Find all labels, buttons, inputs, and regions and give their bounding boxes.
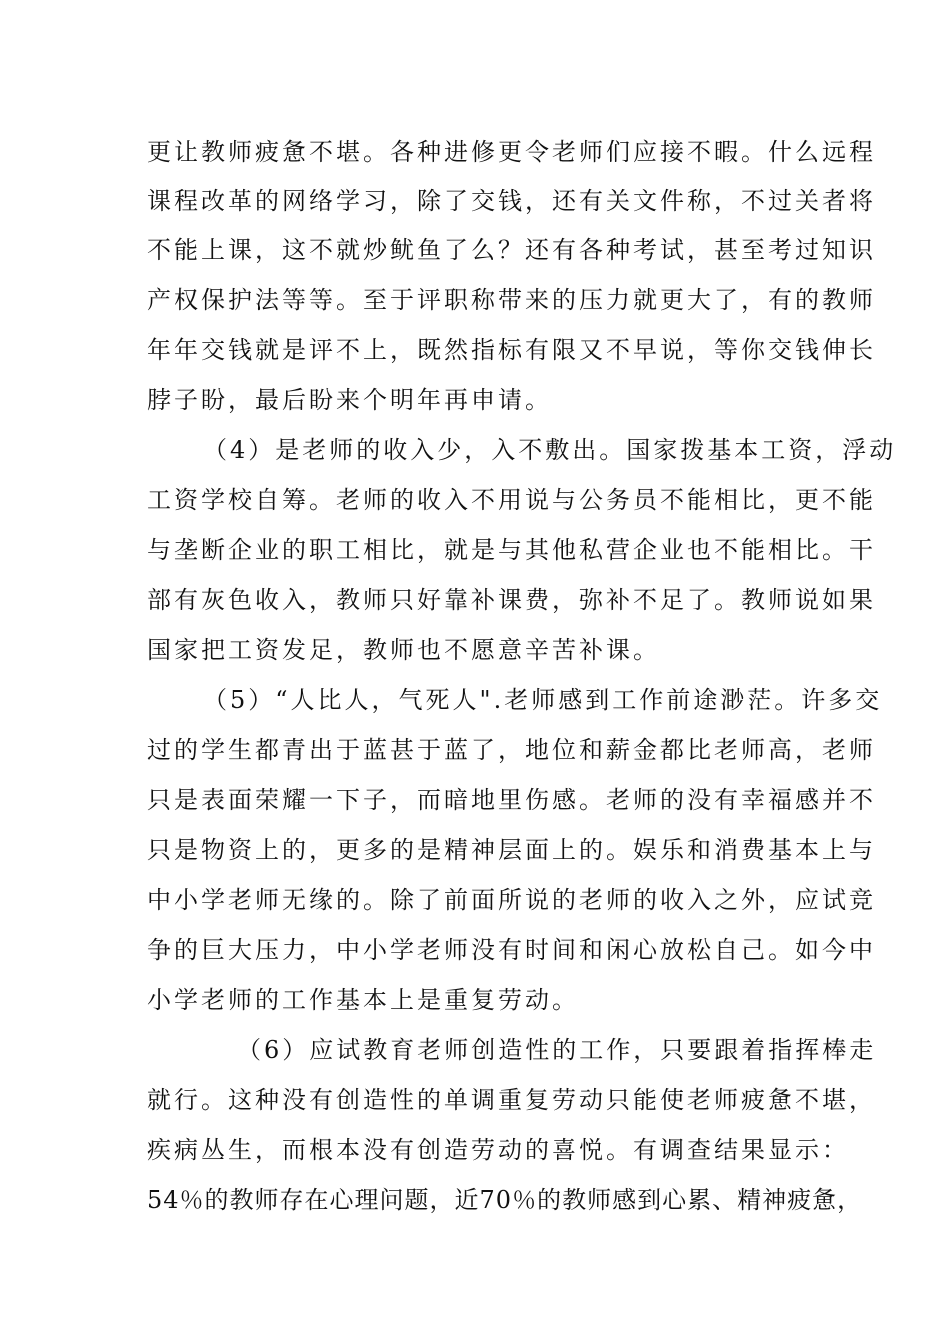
text-line: 只是表面荣耀一下子，而暗地里伤感。老师的没有幸福感并不 bbox=[147, 786, 876, 814]
text-line: 就行。这种没有创造性的单调重复劳动只能使老师疲惫不堪， bbox=[147, 1086, 876, 1114]
paragraph-6-first-line: （6）应试教育老师创造性的工作，只要跟着指挥棒走 bbox=[237, 1036, 877, 1064]
text-line: 脖子盼，最后盼来个明年再申请。 bbox=[147, 386, 552, 414]
text-line: 争的巨大压力，中小学老师没有时间和闲心放松自己。如今中 bbox=[147, 936, 876, 964]
paragraph-4-first-line: （4）是老师的收入少，入不敷出。国家拨基本工资，浮动 bbox=[203, 436, 897, 464]
text-line: 中小学老师无缘的。除了前面所说的老师的收入之外，应试竞 bbox=[147, 886, 876, 914]
text-line: 年年交钱就是评不上，既然指标有限又不早说，等你交钱伸长 bbox=[147, 336, 876, 364]
text-line: 疾病丛生，而根本没有创造劳动的喜悦。有调查结果显示： bbox=[147, 1136, 849, 1164]
text-line: 工资学校自筹。老师的收入不用说与公务员不能相比，更不能 bbox=[147, 486, 876, 514]
text-line: 与垄断企业的职工相比，就是与其他私营企业也不能相比。干 bbox=[147, 536, 876, 564]
text-line: 国家把工资发足，教师也不愿意辛苦补课。 bbox=[147, 636, 660, 664]
text-line: 只是物资上的，更多的是精神层面上的。娱乐和消费基本上与 bbox=[147, 836, 876, 864]
text-line: 不能上课，这不就炒鱿鱼了么？还有各种考试，甚至考过知识 bbox=[147, 236, 876, 264]
text-line: 过的学生都青出于蓝甚于蓝了，地位和薪金都比老师高，老师 bbox=[147, 736, 876, 764]
text-line: 部有灰色收入，教师只好靠补课费，弥补不足了。教师说如果 bbox=[147, 586, 876, 614]
text-line: 54％的教师存在心理问题，近70％的教师感到心累、精神疲惫， bbox=[147, 1186, 863, 1214]
paragraph-5-first-line: （5）“人比人，气死人".老师感到工作前途渺茫。许多交 bbox=[203, 686, 883, 714]
text-line: 更让教师疲惫不堪。各种进修更令老师们应接不暇。什么远程 bbox=[147, 138, 876, 166]
text-line: 产权保护法等等。至于评职称带来的压力就更大了，有的教师 bbox=[147, 286, 876, 314]
text-line: 课程改革的网络学习，除了交钱，还有关文件称，不过关者将 bbox=[147, 187, 876, 215]
text-line: 小学老师的工作基本上是重复劳动。 bbox=[147, 986, 579, 1014]
